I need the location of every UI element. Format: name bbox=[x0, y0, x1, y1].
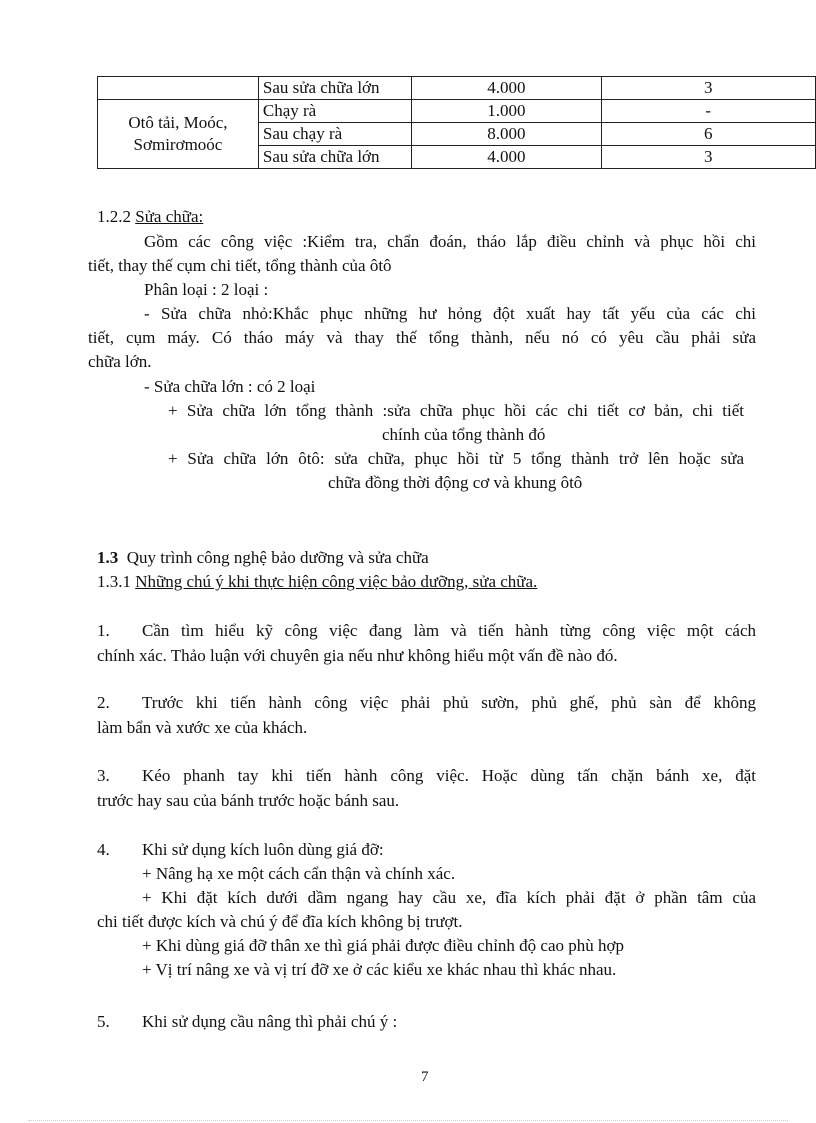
bullet-line: chính của tổng thành đó bbox=[382, 425, 546, 444]
item-line: Kéo phanh tay khi tiến hành công việc. Hoặc dùng tấn chặn bánh xe, đặt bbox=[142, 766, 756, 785]
bullet-line: + Sửa chữa lớn ôtô: sửa chữa, phục hồi từ 5 tổng thành trở lên hoặc sửa bbox=[168, 449, 744, 468]
subsection-heading-1-3-1 bbox=[97, 571, 537, 593]
maintenance-interval-table bbox=[97, 76, 816, 169]
table-cell-months: 3 bbox=[601, 146, 815, 169]
item-number: 4. bbox=[97, 840, 110, 859]
item-number: 3. bbox=[97, 766, 110, 785]
item-subline: chi tiết được kích và chú ý để đĩa kích không bị trượt. bbox=[97, 912, 463, 931]
page-number: 7 bbox=[421, 1069, 429, 1085]
item-line: làm bẩn và xước xe của khách. bbox=[97, 718, 308, 737]
table-cell-months: - bbox=[601, 100, 815, 123]
item-line: Cần tìm hiểu kỹ công việc đang làm và tiến hành từng công việc một cách bbox=[142, 621, 756, 640]
table-cell-km: 8.000 bbox=[412, 123, 601, 146]
section-number: 1.3 bbox=[97, 548, 119, 567]
item-subline: + Nâng hạ xe một cách cẩn thận và chính xác. bbox=[142, 864, 456, 883]
subsection-number: 1.3.1 bbox=[97, 572, 136, 591]
table-cell-group bbox=[98, 77, 259, 100]
paragraph-line: Gồm các công việc :Kiểm tra, chẩn đoán, tháo lắp điều chỉnh và phục hồi chi bbox=[144, 232, 756, 251]
table-cell-stage: Sau sửa chữa lớn bbox=[258, 77, 411, 100]
table-cell-vehicle-group: Otô tải, Moóc, Sơmirơmoóc bbox=[98, 100, 259, 169]
paragraph-line: - Sửa chữa nhỏ:Khắc phục những hư hỏng đột xuất hay tất yếu của các chi bbox=[144, 304, 756, 323]
subsection-title: Những chú ý khi thực hiện công việc bảo dưỡng, sửa chữa. bbox=[135, 572, 538, 591]
item-subline: + Khi dùng giá đỡ thân xe thì giá phải được điều chỉnh độ cao phù hợp bbox=[142, 936, 625, 955]
section-title: Quy trình công nghệ bảo dưỡng và sửa chữa bbox=[126, 548, 429, 567]
paragraph-line: tiết, thay thế cụm chi tiết, tổng thành của ôtô bbox=[88, 256, 392, 275]
bullet-line: chữa đồng thời động cơ và khung ôtô bbox=[328, 473, 583, 492]
item-line: chính xác. Thảo luận với chuyên gia nếu như không hiểu một vấn đề nào đó. bbox=[97, 646, 618, 665]
table-cell-months: 6 bbox=[601, 123, 815, 146]
table-cell-stage: Chạy rà bbox=[258, 100, 411, 123]
item-line: Trước khi tiến hành công việc phải phủ sườn, phủ ghế, phủ sàn để không bbox=[142, 693, 756, 712]
table-row bbox=[98, 100, 816, 123]
paragraph-line: - Sửa chữa lớn : có 2 loại bbox=[144, 377, 316, 396]
item-number: 5. bbox=[97, 1012, 110, 1031]
item-subline: + Khi đặt kích dưới dầm ngang hay cầu xe, đĩa kích phải đặt ở phần tâm của bbox=[142, 888, 756, 907]
paragraph-line: Phân loại : 2 loại : bbox=[144, 280, 269, 299]
item-line: trước hay sau của bánh trước hoặc bánh sau. bbox=[97, 791, 400, 810]
page-bottom-divider bbox=[28, 1120, 788, 1121]
table-row bbox=[98, 77, 816, 100]
item-subline: + Vị trí nâng xe và vị trí đỡ xe ở các kiểu xe khác nhau thì khác nhau. bbox=[142, 960, 617, 979]
table-cell-km: 4.000 bbox=[412, 146, 601, 169]
section-title: Sửa chữa: bbox=[135, 207, 204, 226]
item-line: Khi sử dụng kích luôn dùng giá đỡ: bbox=[142, 840, 384, 859]
table-cell-stage: Sau chạy rà bbox=[258, 123, 411, 146]
table-cell-months: 3 bbox=[601, 77, 815, 100]
table-cell-stage: Sau sửa chữa lớn bbox=[258, 146, 411, 169]
bullet-line: + Sửa chữa lớn tổng thành :sửa chữa phục hồi các chi tiết cơ bản, chi tiết bbox=[168, 401, 744, 420]
item-number: 2. bbox=[97, 693, 110, 712]
table-cell-km: 4.000 bbox=[412, 77, 601, 100]
section-heading-1-2-2 bbox=[97, 206, 203, 228]
paragraph-line: chữa lớn. bbox=[88, 352, 152, 371]
item-line: Khi sử dụng cầu nâng thì phải chú ý : bbox=[142, 1012, 398, 1031]
table-cell-km: 1.000 bbox=[412, 100, 601, 123]
paragraph-line: tiết, cụm máy. Có tháo máy và thay thế tổng thành, nếu nó có yêu cầu phải sửa bbox=[88, 328, 756, 347]
item-number: 1. bbox=[97, 621, 110, 640]
section-number: 1.2.2 bbox=[97, 207, 136, 226]
section-heading-1-3 bbox=[97, 547, 429, 569]
